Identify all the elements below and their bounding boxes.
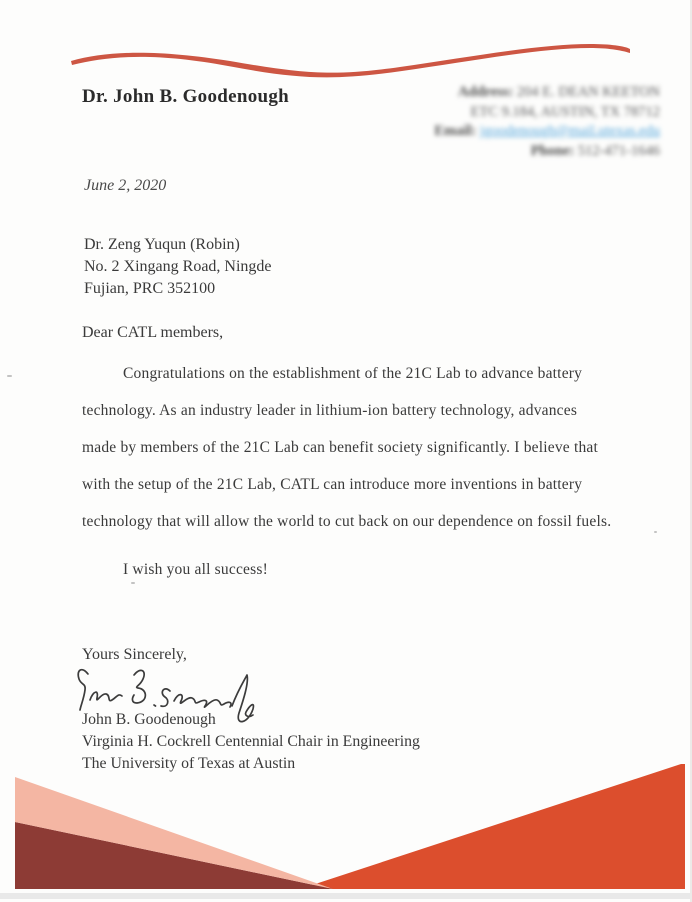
- body-line: with the setup of the 21C Lab, CATL can introduce more inventions in battery: [82, 476, 583, 493]
- pink-triangle: [15, 777, 333, 889]
- letter-date: June 2, 2020: [84, 177, 167, 194]
- body-line: technology. As an industry leader in lithium-ion battery technology, advances: [82, 402, 578, 419]
- address-label: Address:: [457, 84, 514, 100]
- closing-line: Yours Sincerely,: [82, 646, 187, 663]
- email-link[interactable]: jgoodenough@mail.utexas.edu: [479, 123, 660, 139]
- bottom-scan-smudge: [0, 893, 692, 899]
- signoff-name: John B. Goodenough: [82, 711, 216, 728]
- contact-phone-line: [434, 142, 660, 162]
- contact-block-redacted: [434, 83, 660, 161]
- recipient-name: Dr. Zeng Yuqun (Robin): [84, 236, 240, 253]
- red-swoosh-graphic: [71, 44, 630, 77]
- orange-triangle: [300, 764, 685, 889]
- contact-email-line: [434, 122, 660, 142]
- recipient-street: No. 2 Xingang Road, Ningde: [84, 258, 272, 275]
- maroon-triangle: [15, 822, 333, 889]
- phone-label: Phone:: [530, 142, 575, 159]
- body-paragraph: [82, 355, 611, 540]
- bottom-triangles-graphic: [0, 764, 692, 899]
- signature-handwriting: [66, 660, 276, 738]
- address-value: 204 E. DEAN KEETON: [516, 84, 660, 100]
- recipient-block: [84, 234, 272, 300]
- body-line: Congratulations on the establishment of the 21C Lab to advance battery: [123, 365, 583, 382]
- signoff-university: The University of Texas at Austin: [82, 755, 296, 772]
- salutation: Dear CATL members,: [82, 324, 224, 341]
- wish-line: I wish you all success!: [123, 561, 268, 578]
- recipient-region: Fujian, PRC 352100: [84, 280, 216, 297]
- contact-address-line2: ETC 9.184, AUSTIN, TX 78712: [470, 103, 660, 120]
- phone-value: 512-471-1646: [577, 142, 660, 159]
- email-label: Email:: [434, 123, 477, 139]
- body-line: technology that will allow the world to cut back on our dependence on fossil fuels.: [82, 513, 612, 530]
- sender-name: Dr. John B. Goodenough: [82, 86, 290, 107]
- contact-address-line: [434, 83, 660, 103]
- body-line: made by members of the 21C Lab can benefit society significantly. I believe that: [82, 439, 598, 456]
- signoff-title: Virginia H. Cockrell Centennial Chair in Engineering: [82, 733, 420, 750]
